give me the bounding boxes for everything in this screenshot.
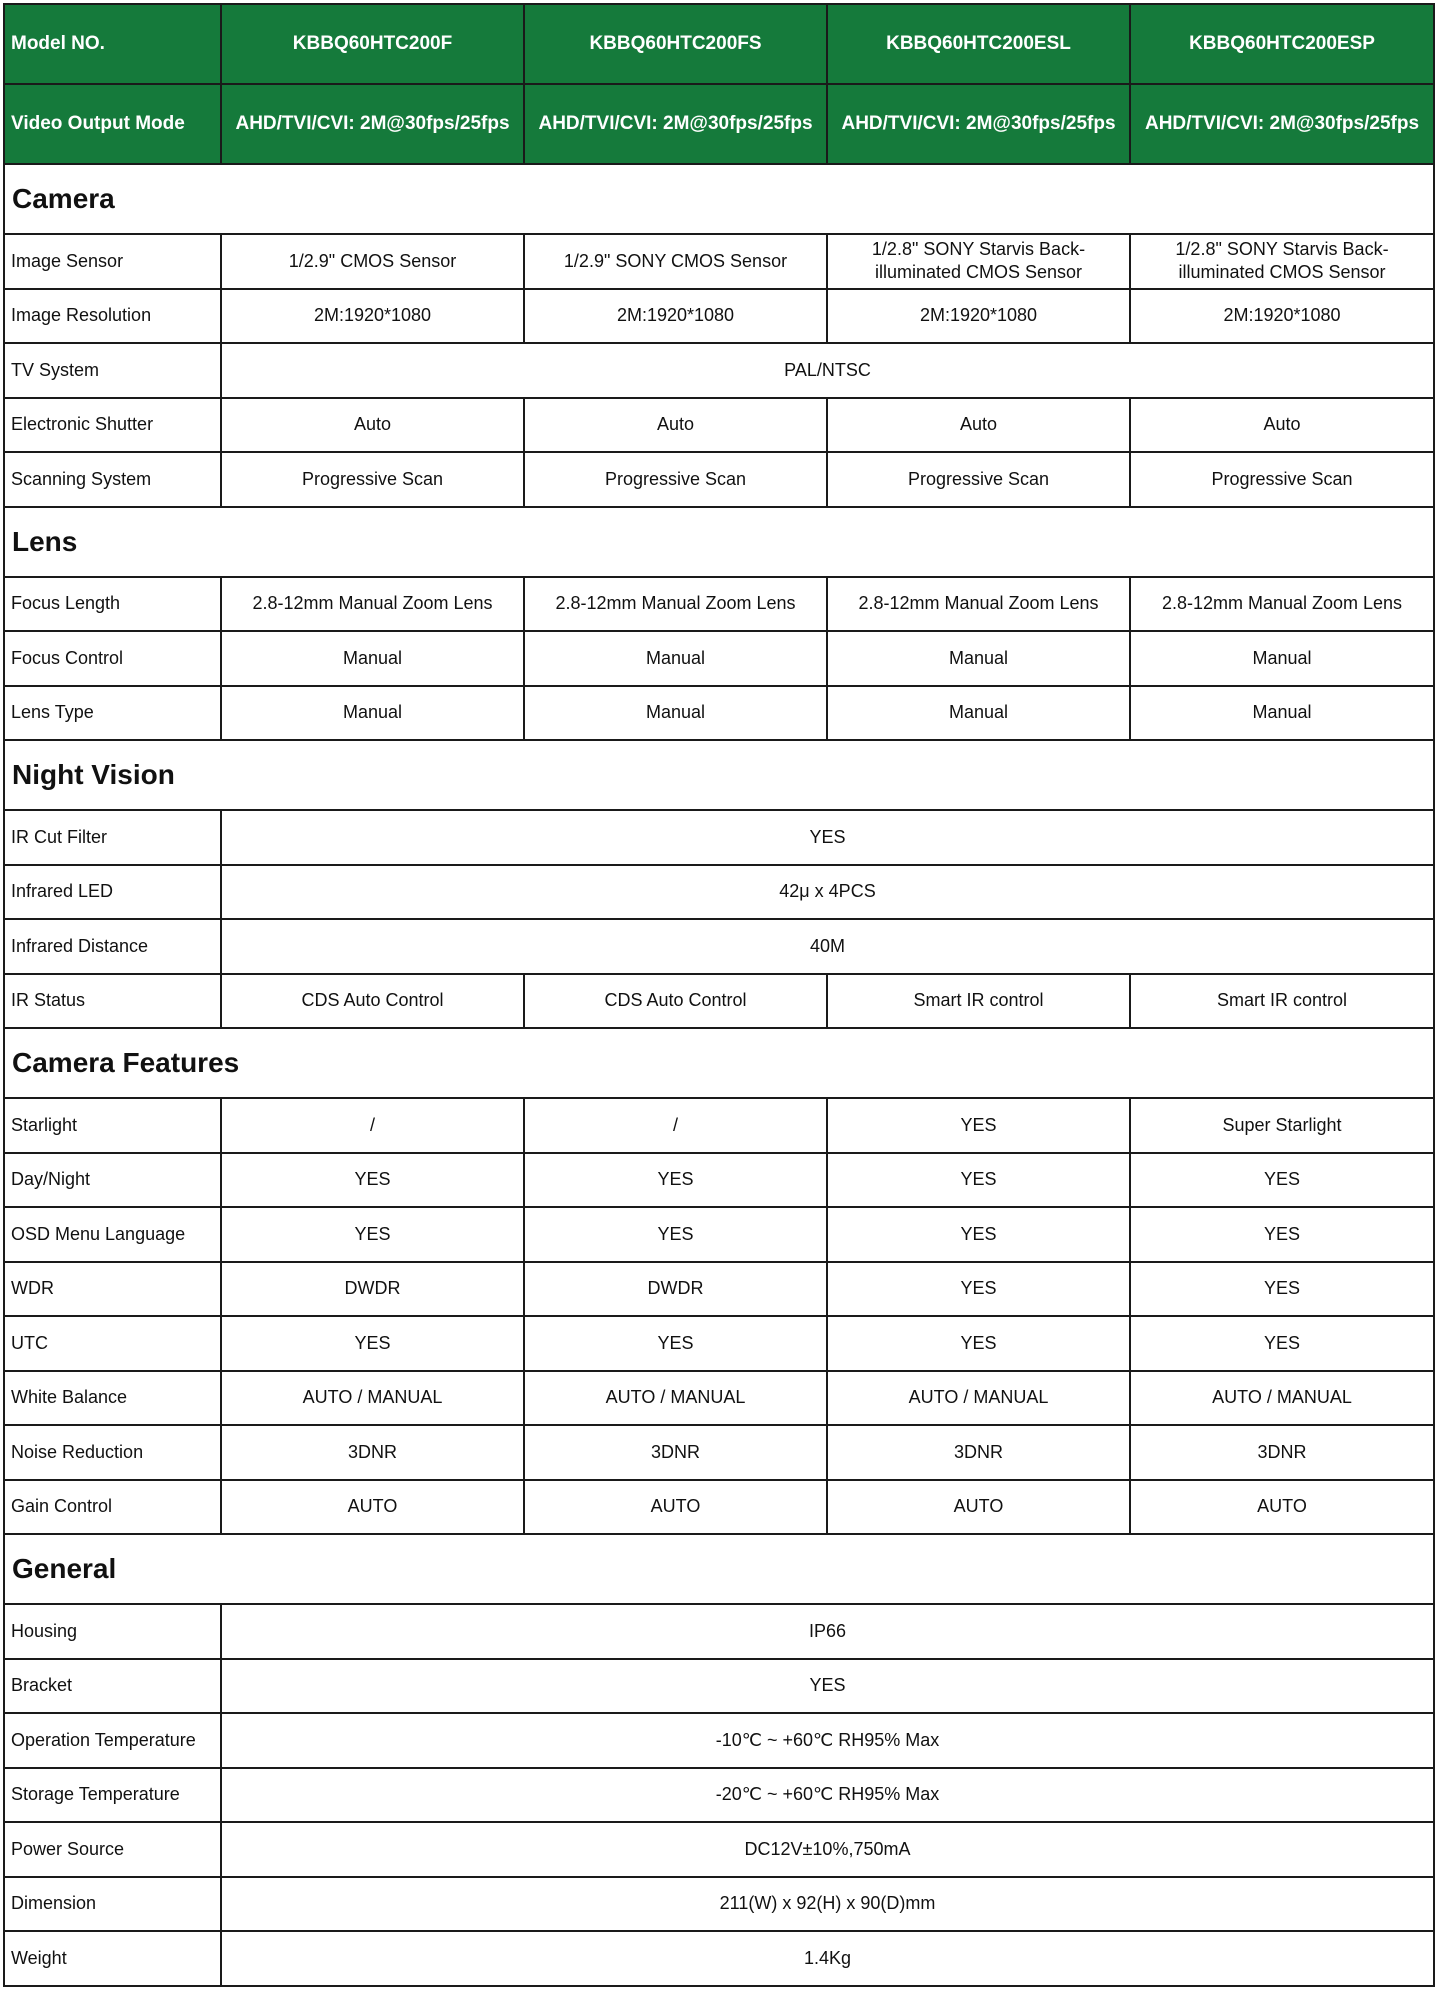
spec-label: Scanning System	[4, 452, 221, 507]
spec-value: AUTO	[1130, 1480, 1434, 1535]
spec-label: Power Source	[4, 1822, 221, 1877]
spec-value: 3DNR	[1130, 1425, 1434, 1480]
spec-table	[3, 3, 1435, 1987]
spec-label: Storage Temperature	[4, 1768, 221, 1823]
spec-row-bracket	[4, 1659, 1434, 1714]
model-number-label: Model NO.	[4, 4, 221, 84]
spec-row-power-source	[4, 1822, 1434, 1877]
spec-row-white-balance	[4, 1371, 1434, 1426]
spec-row-image-sensor	[4, 234, 1434, 289]
spec-label: Noise Reduction	[4, 1425, 221, 1480]
section-row-lens	[4, 507, 1434, 577]
spec-value: Manual	[221, 686, 524, 741]
spec-row-dimension	[4, 1877, 1434, 1932]
video-output-4: AHD/TVI/CVI: 2M@30fps/25fps	[1130, 84, 1434, 164]
section-heading: General	[4, 1534, 1434, 1604]
spec-label: WDR	[4, 1262, 221, 1317]
spec-label: Operation Temperature	[4, 1713, 221, 1768]
spec-table-body	[4, 4, 1434, 1986]
spec-label: White Balance	[4, 1371, 221, 1426]
section-row-camera-features	[4, 1028, 1434, 1098]
spec-row-utc	[4, 1316, 1434, 1371]
spec-value: DWDR	[221, 1262, 524, 1317]
spec-value: CDS Auto Control	[524, 974, 827, 1029]
spec-value: Auto	[524, 398, 827, 453]
spec-row-infrared-led	[4, 865, 1434, 920]
spec-value: YES	[827, 1316, 1130, 1371]
spec-value: Super Starlight	[1130, 1098, 1434, 1153]
spec-value: YES	[1130, 1316, 1434, 1371]
spec-value: 3DNR	[827, 1425, 1130, 1480]
spec-row-ir-cut-filter	[4, 810, 1434, 865]
spec-label: Image Resolution	[4, 289, 221, 344]
spec-value: Smart IR control	[1130, 974, 1434, 1029]
spec-value: Manual	[221, 631, 524, 686]
spec-value: 2.8-12mm Manual Zoom Lens	[221, 577, 524, 632]
spec-value: YES	[524, 1153, 827, 1208]
spec-label: Focus Length	[4, 577, 221, 632]
spec-value: 2.8-12mm Manual Zoom Lens	[524, 577, 827, 632]
spec-row-lens-type	[4, 686, 1434, 741]
spec-value: AUTO	[221, 1480, 524, 1535]
spec-label: TV System	[4, 343, 221, 398]
spec-value: 2M:1920*1080	[221, 289, 524, 344]
spec-value: 42μ x 4PCS	[221, 865, 1434, 920]
spec-value: 1/2.9" SONY CMOS Sensor	[524, 234, 827, 289]
spec-value: AUTO / MANUAL	[221, 1371, 524, 1426]
spec-value: YES	[827, 1262, 1130, 1317]
spec-value: AUTO / MANUAL	[1130, 1371, 1434, 1426]
model-number-3: KBBQ60HTC200ESL	[827, 4, 1130, 84]
spec-value: Manual	[1130, 686, 1434, 741]
spec-value: YES	[827, 1207, 1130, 1262]
spec-label: Gain Control	[4, 1480, 221, 1535]
spec-value: YES	[221, 1316, 524, 1371]
spec-row-focus-length	[4, 577, 1434, 632]
spec-value: 2.8-12mm Manual Zoom Lens	[1130, 577, 1434, 632]
spec-row-weight	[4, 1931, 1434, 1986]
spec-value: YES	[221, 1659, 1434, 1714]
section-heading: Night Vision	[4, 740, 1434, 810]
spec-value: AUTO	[524, 1480, 827, 1535]
spec-label: IR Cut Filter	[4, 810, 221, 865]
spec-label: Focus Control	[4, 631, 221, 686]
spec-value: 3DNR	[221, 1425, 524, 1480]
spec-row-electronic-shutter	[4, 398, 1434, 453]
section-heading: Camera	[4, 164, 1434, 234]
spec-row-housing	[4, 1604, 1434, 1659]
spec-value: YES	[524, 1207, 827, 1262]
spec-value: Progressive Scan	[1130, 452, 1434, 507]
spec-label: Day/Night	[4, 1153, 221, 1208]
spec-value: 2.8-12mm Manual Zoom Lens	[827, 577, 1130, 632]
section-heading: Camera Features	[4, 1028, 1434, 1098]
spec-row-infrared-distance	[4, 919, 1434, 974]
spec-value: /	[221, 1098, 524, 1153]
spec-value: Auto	[827, 398, 1130, 453]
spec-label: Weight	[4, 1931, 221, 1986]
spec-value: CDS Auto Control	[221, 974, 524, 1029]
spec-label: Image Sensor	[4, 234, 221, 289]
spec-label: Lens Type	[4, 686, 221, 741]
spec-value: YES	[827, 1098, 1130, 1153]
section-row-night-vision	[4, 740, 1434, 810]
spec-value: Progressive Scan	[827, 452, 1130, 507]
model-number-2: KBBQ60HTC200FS	[524, 4, 827, 84]
spec-value: Progressive Scan	[221, 452, 524, 507]
spec-value: PAL/NTSC	[221, 343, 1434, 398]
spec-value: Auto	[221, 398, 524, 453]
spec-value: 211(W) x 92(H) x 90(D)mm	[221, 1877, 1434, 1932]
spec-value: YES	[1130, 1262, 1434, 1317]
section-heading: Lens	[4, 507, 1434, 577]
spec-row-scanning-system	[4, 452, 1434, 507]
spec-row-operation-temperature	[4, 1713, 1434, 1768]
spec-value: 2M:1920*1080	[524, 289, 827, 344]
spec-row-storage-temperature	[4, 1768, 1434, 1823]
spec-label: Infrared Distance	[4, 919, 221, 974]
spec-value: 40M	[221, 919, 1434, 974]
spec-value: 1.4Kg	[221, 1931, 1434, 1986]
spec-value: Auto	[1130, 398, 1434, 453]
spec-value: YES	[524, 1316, 827, 1371]
spec-row-day-night	[4, 1153, 1434, 1208]
spec-value: YES	[1130, 1207, 1434, 1262]
video-output-1: AHD/TVI/CVI: 2M@30fps/25fps	[221, 84, 524, 164]
spec-value: Manual	[524, 686, 827, 741]
spec-value: 2M:1920*1080	[827, 289, 1130, 344]
spec-label: Housing	[4, 1604, 221, 1659]
video-output-2: AHD/TVI/CVI: 2M@30fps/25fps	[524, 84, 827, 164]
spec-row-noise-reduction	[4, 1425, 1434, 1480]
spec-label: Dimension	[4, 1877, 221, 1932]
spec-row-tv-system	[4, 343, 1434, 398]
spec-value: -10℃ ~ +60℃ RH95% Max	[221, 1713, 1434, 1768]
spec-row-gain-control	[4, 1480, 1434, 1535]
spec-value: YES	[1130, 1153, 1434, 1208]
model-number-4: KBBQ60HTC200ESP	[1130, 4, 1434, 84]
spec-value: Manual	[524, 631, 827, 686]
spec-value: 1/2.8" SONY Starvis Back-illuminated CMOS Sensor	[827, 234, 1130, 289]
spec-value: DWDR	[524, 1262, 827, 1317]
spec-value: Progressive Scan	[524, 452, 827, 507]
spec-value: DC12V±10%,750mA	[221, 1822, 1434, 1877]
spec-value: AUTO	[827, 1480, 1130, 1535]
spec-value: YES	[221, 810, 1434, 865]
spec-label: IR Status	[4, 974, 221, 1029]
spec-row-image-resolution	[4, 289, 1434, 344]
model-number-1: KBBQ60HTC200F	[221, 4, 524, 84]
spec-value: YES	[827, 1153, 1130, 1208]
spec-label: OSD Menu Language	[4, 1207, 221, 1262]
spec-value: /	[524, 1098, 827, 1153]
section-row-camera	[4, 164, 1434, 234]
spec-value: YES	[221, 1207, 524, 1262]
section-row-general	[4, 1534, 1434, 1604]
spec-value: 1/2.8" SONY Starvis Back-illuminated CMOS Sensor	[1130, 234, 1434, 289]
spec-value: Smart IR control	[827, 974, 1130, 1029]
video-output-row	[4, 84, 1434, 164]
spec-row-ir-status	[4, 974, 1434, 1029]
spec-value: Manual	[1130, 631, 1434, 686]
spec-label: Infrared LED	[4, 865, 221, 920]
spec-value: IP66	[221, 1604, 1434, 1659]
spec-label: Electronic Shutter	[4, 398, 221, 453]
spec-row-focus-control	[4, 631, 1434, 686]
spec-value: YES	[221, 1153, 524, 1208]
model-number-row	[4, 4, 1434, 84]
spec-value: 1/2.9" CMOS Sensor	[221, 234, 524, 289]
spec-value: 2M:1920*1080	[1130, 289, 1434, 344]
spec-value: -20℃ ~ +60℃ RH95% Max	[221, 1768, 1434, 1823]
spec-row-starlight	[4, 1098, 1434, 1153]
spec-label: Bracket	[4, 1659, 221, 1714]
spec-label: Starlight	[4, 1098, 221, 1153]
spec-value: AUTO / MANUAL	[524, 1371, 827, 1426]
spec-label: UTC	[4, 1316, 221, 1371]
spec-row-wdr	[4, 1262, 1434, 1317]
video-output-label: Video Output Mode	[4, 84, 221, 164]
video-output-3: AHD/TVI/CVI: 2M@30fps/25fps	[827, 84, 1130, 164]
spec-value: 3DNR	[524, 1425, 827, 1480]
spec-value: AUTO / MANUAL	[827, 1371, 1130, 1426]
spec-value: Manual	[827, 686, 1130, 741]
spec-value: Manual	[827, 631, 1130, 686]
spec-row-osd-menu-language	[4, 1207, 1434, 1262]
